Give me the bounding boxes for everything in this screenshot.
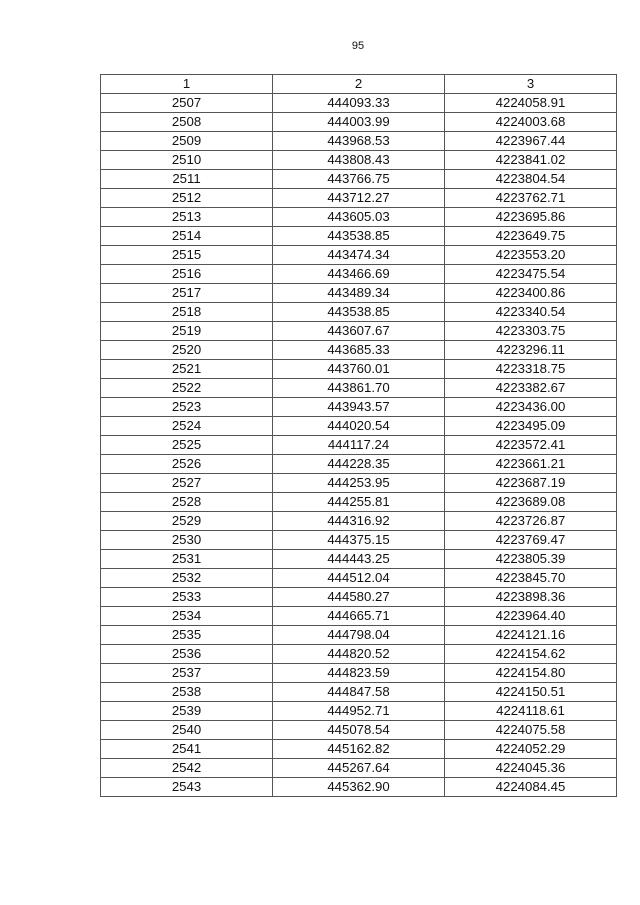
y-coordinate-cell: 4223303.75 — [445, 322, 617, 341]
point-number-cell: 2518 — [101, 303, 273, 322]
table-row — [101, 550, 617, 569]
x-coordinate-cell: 443861.70 — [273, 379, 445, 398]
point-number-cell: 2519 — [101, 322, 273, 341]
point-number-cell: 2530 — [101, 531, 273, 550]
point-number-cell: 2532 — [101, 569, 273, 588]
y-coordinate-cell: 4223841.02 — [445, 151, 617, 170]
point-number-cell: 2527 — [101, 474, 273, 493]
y-coordinate-cell: 4223436.00 — [445, 398, 617, 417]
x-coordinate-cell: 444823.59 — [273, 664, 445, 683]
y-coordinate-cell: 4223382.67 — [445, 379, 617, 398]
table-body — [101, 94, 617, 797]
table-row — [101, 360, 617, 379]
x-coordinate-cell: 443760.01 — [273, 360, 445, 379]
point-number-cell: 2542 — [101, 759, 273, 778]
table-row — [101, 284, 617, 303]
x-coordinate-cell: 443968.53 — [273, 132, 445, 151]
table-header-row — [101, 75, 617, 94]
x-coordinate-cell: 443712.27 — [273, 189, 445, 208]
y-coordinate-cell: 4224121.16 — [445, 626, 617, 645]
table-row — [101, 721, 617, 740]
point-number-cell: 2525 — [101, 436, 273, 455]
x-coordinate-cell: 444316.92 — [273, 512, 445, 531]
table-row — [101, 265, 617, 284]
table-row — [101, 474, 617, 493]
x-coordinate-cell: 445078.54 — [273, 721, 445, 740]
table-row — [101, 702, 617, 721]
table-row — [101, 322, 617, 341]
table-row — [101, 683, 617, 702]
x-coordinate-cell: 445162.82 — [273, 740, 445, 759]
x-coordinate-cell: 443538.85 — [273, 227, 445, 246]
table-row — [101, 588, 617, 607]
y-coordinate-cell: 4223967.44 — [445, 132, 617, 151]
y-coordinate-cell: 4223726.87 — [445, 512, 617, 531]
point-number-cell: 2529 — [101, 512, 273, 531]
table-row — [101, 626, 617, 645]
x-coordinate-cell: 444253.95 — [273, 474, 445, 493]
y-coordinate-cell: 4224150.51 — [445, 683, 617, 702]
table-row — [101, 208, 617, 227]
point-number-cell: 2520 — [101, 341, 273, 360]
table-row — [101, 512, 617, 531]
y-coordinate-cell: 4223687.19 — [445, 474, 617, 493]
point-number-cell: 2513 — [101, 208, 273, 227]
table-row — [101, 227, 617, 246]
x-coordinate-cell: 443685.33 — [273, 341, 445, 360]
point-number-cell: 2523 — [101, 398, 273, 417]
point-number-cell: 2524 — [101, 417, 273, 436]
table-row — [101, 189, 617, 208]
x-coordinate-cell: 443489.34 — [273, 284, 445, 303]
table-row — [101, 417, 617, 436]
point-number-cell: 2535 — [101, 626, 273, 645]
x-coordinate-cell: 444665.71 — [273, 607, 445, 626]
y-coordinate-cell: 4223296.11 — [445, 341, 617, 360]
table-row — [101, 740, 617, 759]
y-coordinate-cell: 4223340.54 — [445, 303, 617, 322]
point-number-cell: 2511 — [101, 170, 273, 189]
x-coordinate-cell: 444820.52 — [273, 645, 445, 664]
y-coordinate-cell: 4223475.54 — [445, 265, 617, 284]
point-number-cell: 2512 — [101, 189, 273, 208]
x-coordinate-cell: 444117.24 — [273, 436, 445, 455]
y-coordinate-cell: 4223898.36 — [445, 588, 617, 607]
point-number-cell: 2540 — [101, 721, 273, 740]
point-number-cell: 2538 — [101, 683, 273, 702]
table-row — [101, 170, 617, 189]
x-coordinate-cell: 444375.15 — [273, 531, 445, 550]
table-row — [101, 759, 617, 778]
x-coordinate-cell: 444847.58 — [273, 683, 445, 702]
table-row — [101, 645, 617, 664]
point-number-cell: 2541 — [101, 740, 273, 759]
table-row — [101, 455, 617, 474]
x-coordinate-cell: 444952.71 — [273, 702, 445, 721]
x-coordinate-cell: 445362.90 — [273, 778, 445, 797]
x-coordinate-cell: 444093.33 — [273, 94, 445, 113]
y-coordinate-cell: 4224154.62 — [445, 645, 617, 664]
x-coordinate-cell: 443605.03 — [273, 208, 445, 227]
y-coordinate-cell: 4223769.47 — [445, 531, 617, 550]
y-coordinate-cell: 4224075.58 — [445, 721, 617, 740]
point-number-cell: 2539 — [101, 702, 273, 721]
table-row — [101, 246, 617, 265]
page-number: 95 — [351, 40, 365, 52]
x-coordinate-cell: 444003.99 — [273, 113, 445, 132]
y-coordinate-cell: 4223689.08 — [445, 493, 617, 512]
table-row — [101, 132, 617, 151]
x-coordinate-cell: 444228.35 — [273, 455, 445, 474]
y-coordinate-cell: 4224052.29 — [445, 740, 617, 759]
y-coordinate-cell: 4224154.80 — [445, 664, 617, 683]
x-coordinate-cell: 444512.04 — [273, 569, 445, 588]
table-row — [101, 664, 617, 683]
y-coordinate-cell: 4223805.39 — [445, 550, 617, 569]
x-coordinate-cell: 444020.54 — [273, 417, 445, 436]
table-row — [101, 94, 617, 113]
point-number-cell: 2517 — [101, 284, 273, 303]
x-coordinate-cell: 443808.43 — [273, 151, 445, 170]
y-coordinate-cell: 4224045.36 — [445, 759, 617, 778]
x-coordinate-cell: 443474.34 — [273, 246, 445, 265]
point-number-cell: 2536 — [101, 645, 273, 664]
table-row — [101, 607, 617, 626]
x-coordinate-cell: 444580.27 — [273, 588, 445, 607]
y-coordinate-cell: 4223845.70 — [445, 569, 617, 588]
x-coordinate-cell: 443943.57 — [273, 398, 445, 417]
x-coordinate-cell: 443466.69 — [273, 265, 445, 284]
table-row — [101, 531, 617, 550]
y-coordinate-cell: 4224058.91 — [445, 94, 617, 113]
point-number-cell: 2508 — [101, 113, 273, 132]
y-coordinate-cell: 4223695.86 — [445, 208, 617, 227]
column-header: 2 — [273, 75, 445, 94]
y-coordinate-cell: 4223572.41 — [445, 436, 617, 455]
y-coordinate-cell: 4223964.40 — [445, 607, 617, 626]
column-header: 1 — [101, 75, 273, 94]
x-coordinate-cell: 443766.75 — [273, 170, 445, 189]
y-coordinate-cell: 4224118.61 — [445, 702, 617, 721]
table-row — [101, 778, 617, 797]
point-number-cell: 2521 — [101, 360, 273, 379]
point-number-cell: 2522 — [101, 379, 273, 398]
table-row — [101, 303, 617, 322]
point-number-cell: 2515 — [101, 246, 273, 265]
table-row — [101, 113, 617, 132]
point-number-cell: 2528 — [101, 493, 273, 512]
x-coordinate-cell: 443607.67 — [273, 322, 445, 341]
point-number-cell: 2507 — [101, 94, 273, 113]
table-row — [101, 436, 617, 455]
table-row — [101, 151, 617, 170]
y-coordinate-cell: 4224084.45 — [445, 778, 617, 797]
table-row — [101, 569, 617, 588]
y-coordinate-cell: 4223661.21 — [445, 455, 617, 474]
point-number-cell: 2534 — [101, 607, 273, 626]
coordinates-table — [100, 74, 617, 797]
x-coordinate-cell: 444443.25 — [273, 550, 445, 569]
table-row — [101, 493, 617, 512]
x-coordinate-cell: 445267.64 — [273, 759, 445, 778]
y-coordinate-cell: 4223804.54 — [445, 170, 617, 189]
point-number-cell: 2516 — [101, 265, 273, 284]
point-number-cell: 2509 — [101, 132, 273, 151]
x-coordinate-cell: 443538.85 — [273, 303, 445, 322]
table-row — [101, 379, 617, 398]
table-row — [101, 398, 617, 417]
x-coordinate-cell: 444798.04 — [273, 626, 445, 645]
point-number-cell: 2531 — [101, 550, 273, 569]
point-number-cell: 2526 — [101, 455, 273, 474]
x-coordinate-cell: 444255.81 — [273, 493, 445, 512]
point-number-cell: 2514 — [101, 227, 273, 246]
y-coordinate-cell: 4223649.75 — [445, 227, 617, 246]
point-number-cell: 2537 — [101, 664, 273, 683]
point-number-cell: 2543 — [101, 778, 273, 797]
y-coordinate-cell: 4224003.68 — [445, 113, 617, 132]
point-number-cell: 2510 — [101, 151, 273, 170]
column-header: 3 — [445, 75, 617, 94]
y-coordinate-cell: 4223553.20 — [445, 246, 617, 265]
table-row — [101, 341, 617, 360]
y-coordinate-cell: 4223495.09 — [445, 417, 617, 436]
y-coordinate-cell: 4223318.75 — [445, 360, 617, 379]
point-number-cell: 2533 — [101, 588, 273, 607]
y-coordinate-cell: 4223400.86 — [445, 284, 617, 303]
y-coordinate-cell: 4223762.71 — [445, 189, 617, 208]
